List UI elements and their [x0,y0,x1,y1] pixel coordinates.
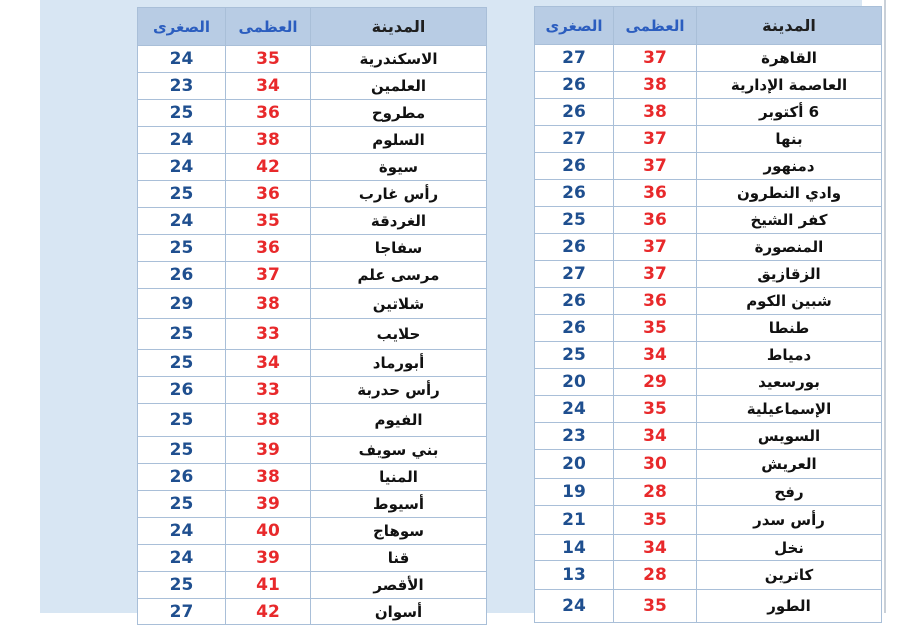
max-temp-cell: 35 [614,396,697,423]
table-row [138,545,487,572]
table-row [535,590,882,623]
city-cell: بورسعيد [697,369,882,396]
max-temp-cell: 33 [226,319,311,350]
min-temp-cell: 13 [535,561,614,590]
max-temp-cell: 34 [226,73,311,100]
city-cell: رأس حدربة [311,377,487,404]
min-temp-cell: 26 [535,99,614,126]
max-temp-cell: 34 [614,423,697,450]
min-temp-cell: 27 [535,45,614,72]
city-cell: طنطا [697,315,882,342]
table-header-row [138,8,487,46]
table-row [138,235,487,262]
table-row [138,572,487,599]
max-temp-cell: 36 [226,100,311,127]
min-temp-cell: 23 [138,73,226,100]
temperature-table-left [137,7,487,625]
document-page [40,0,862,622]
table-row [535,261,882,288]
city-cell: الأقصر [311,572,487,599]
table-row [535,423,882,450]
city-cell: المنصورة [697,234,882,261]
max-temp-cell: 38 [226,464,311,491]
table-row [535,561,882,590]
min-temp-cell: 20 [535,369,614,396]
city-cell: دمنهور [697,153,882,180]
min-temp-cell: 19 [535,479,614,506]
max-temp-cell: 35 [226,46,311,73]
max-temp-cell: 37 [226,262,311,289]
min-temp-cell: 26 [535,288,614,315]
max-temp-cell: 29 [614,369,697,396]
city-cell: سيوة [311,154,487,181]
min-temp-cell: 25 [138,319,226,350]
min-temp-cell: 26 [138,262,226,289]
max-temp-cell: 39 [226,437,311,464]
city-cell: سوهاج [311,518,487,545]
city-cell: العاصمة الإدارية [697,72,882,99]
min-temp-cell: 26 [535,315,614,342]
table-row [535,506,882,535]
city-cell: سفاجا [311,235,487,262]
city-cell: كفر الشيخ [697,207,882,234]
city-cell: كاترين [697,561,882,590]
table-row [138,518,487,545]
max-temp-cell: 39 [226,491,311,518]
min-temp-cell: 24 [138,208,226,235]
min-temp-cell: 26 [535,153,614,180]
max-temp-cell: 36 [614,288,697,315]
table-row [138,73,487,100]
max-temp-cell: 42 [226,154,311,181]
max-temp-cell: 37 [614,261,697,288]
min-temp-cell: 25 [138,572,226,599]
min-temp-cell: 24 [138,545,226,572]
city-cell: رفح [697,479,882,506]
city-cell: شلاتين [311,289,487,319]
max-temp-cell: 35 [614,315,697,342]
min-temp-cell: 25 [138,404,226,437]
min-temp-cell: 24 [138,518,226,545]
header-min: الصغرى [535,7,614,45]
table-row [138,437,487,464]
city-cell: السلوم [311,127,487,154]
max-temp-cell: 36 [614,207,697,234]
city-cell: الزقازيق [697,261,882,288]
max-temp-cell: 37 [614,234,697,261]
min-temp-cell: 24 [535,590,614,623]
table-row [535,450,882,479]
max-temp-cell: 38 [226,289,311,319]
max-temp-cell: 37 [614,45,697,72]
table-row [535,207,882,234]
min-temp-cell: 27 [535,261,614,288]
city-cell: مطروح [311,100,487,127]
min-temp-cell: 26 [138,464,226,491]
city-cell: دمياط [697,342,882,369]
table-row [138,100,487,127]
city-cell: بنها [697,126,882,153]
table-row [138,127,487,154]
city-cell: بني سويف [311,437,487,464]
city-cell: الغردقة [311,208,487,235]
min-temp-cell: 26 [138,377,226,404]
min-temp-cell: 26 [535,234,614,261]
table-row [138,377,487,404]
table-row [138,208,487,235]
table-row [138,319,487,350]
table-row [535,369,882,396]
city-cell: الاسكندرية [311,46,487,73]
city-cell: مرسى علم [311,262,487,289]
city-cell: القاهرة [697,45,882,72]
city-cell: حلايب [311,319,487,350]
table-row [138,181,487,208]
min-temp-cell: 20 [535,450,614,479]
max-temp-cell: 40 [226,518,311,545]
table-row [138,289,487,319]
max-temp-cell: 35 [614,506,697,535]
max-temp-cell: 36 [614,180,697,207]
city-cell: الفيوم [311,404,487,437]
city-cell: نخل [697,535,882,561]
max-temp-cell: 36 [226,181,311,208]
max-temp-cell: 38 [226,127,311,154]
max-temp-cell: 35 [614,590,697,623]
city-cell: رأس غارب [311,181,487,208]
max-temp-cell: 38 [614,72,697,99]
header-city: المدينة [697,7,882,45]
header-max: العظمى [226,8,311,46]
table-row [138,599,487,625]
min-temp-cell: 27 [138,599,226,625]
min-temp-cell: 25 [138,181,226,208]
table-row [138,154,487,181]
max-temp-cell: 41 [226,572,311,599]
min-temp-cell: 26 [535,72,614,99]
city-cell: الطور [697,590,882,623]
max-temp-cell: 30 [614,450,697,479]
header-city: المدينة [311,8,487,46]
max-temp-cell: 28 [614,479,697,506]
max-temp-cell: 35 [226,208,311,235]
min-temp-cell: 29 [138,289,226,319]
min-temp-cell: 25 [138,235,226,262]
min-temp-cell: 24 [138,127,226,154]
max-temp-cell: 34 [226,350,311,377]
city-cell: رأس سدر [697,506,882,535]
table-row [138,464,487,491]
table-row [535,126,882,153]
min-temp-cell: 25 [138,437,226,464]
max-temp-cell: 39 [226,545,311,572]
table-row [535,315,882,342]
max-temp-cell: 36 [226,235,311,262]
table-row [535,535,882,561]
min-temp-cell: 25 [138,100,226,127]
table-row [138,404,487,437]
max-temp-cell: 28 [614,561,697,590]
city-cell: شبين الكوم [697,288,882,315]
min-temp-cell: 25 [138,491,226,518]
max-temp-cell: 42 [226,599,311,625]
min-temp-cell: 25 [138,350,226,377]
table-row [535,234,882,261]
max-temp-cell: 38 [614,99,697,126]
city-cell: العريش [697,450,882,479]
table-row [138,46,487,73]
table-row [138,491,487,518]
header-min: الصغرى [138,8,226,46]
min-temp-cell: 24 [138,46,226,73]
min-temp-cell: 25 [535,342,614,369]
city-cell: أسوان [311,599,487,625]
temperature-table-right [534,6,882,623]
city-cell: السويس [697,423,882,450]
min-temp-cell: 26 [535,180,614,207]
table-row [138,350,487,377]
min-temp-cell: 25 [535,207,614,234]
table-row [138,262,487,289]
table-row [535,479,882,506]
table-row [535,396,882,423]
max-temp-cell: 34 [614,342,697,369]
min-temp-cell: 24 [138,154,226,181]
min-temp-cell: 14 [535,535,614,561]
max-temp-cell: 38 [226,404,311,437]
window-edge [884,0,886,613]
city-cell: أسيوط [311,491,487,518]
table-row [535,99,882,126]
max-temp-cell: 33 [226,377,311,404]
max-temp-cell: 34 [614,535,697,561]
city-cell: وادي النطرون [697,180,882,207]
min-temp-cell: 27 [535,126,614,153]
min-temp-cell: 21 [535,506,614,535]
table-row [535,342,882,369]
header-max: العظمى [614,7,697,45]
city-cell: العلمين [311,73,487,100]
table-row [535,153,882,180]
city-cell: أبورماد [311,350,487,377]
table-row [535,180,882,207]
min-temp-cell: 24 [535,396,614,423]
table-header-row [535,7,882,45]
table-row [535,45,882,72]
max-temp-cell: 37 [614,153,697,180]
city-cell: الإسماعيلية [697,396,882,423]
table-row [535,72,882,99]
city-cell: المنيا [311,464,487,491]
max-temp-cell: 37 [614,126,697,153]
min-temp-cell: 23 [535,423,614,450]
city-cell: قنا [311,545,487,572]
city-cell: 6 أكتوبر [697,99,882,126]
table-row [535,288,882,315]
